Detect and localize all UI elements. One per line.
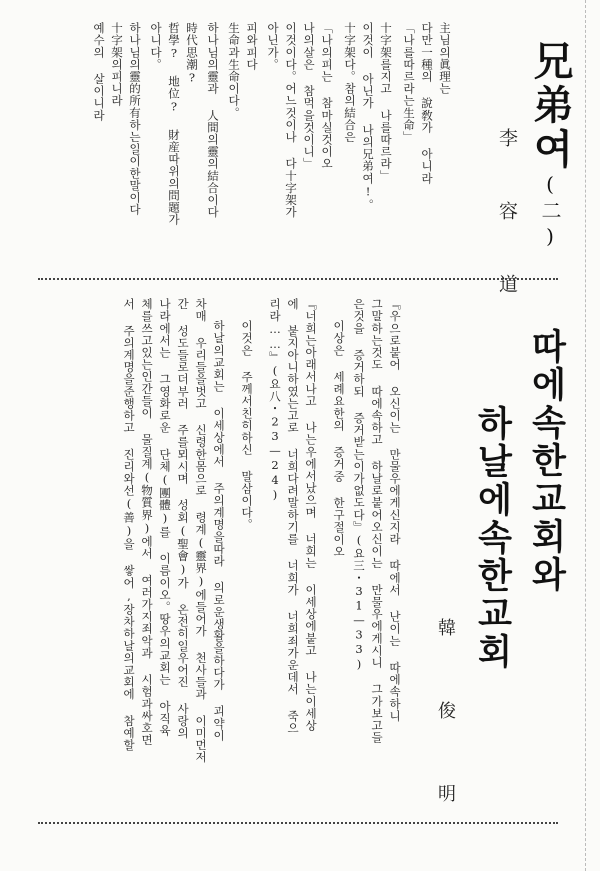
article1-line: 十字架의피니라: [110, 22, 124, 107]
article1-title-text: 兄弟여: [527, 40, 574, 172]
article1-line: 「나를따르라는生命」: [402, 22, 416, 143]
article2-line: 은것을 증거하되 증거받는이가없도다』(요三・31—33): [352, 298, 366, 672]
article2-line: 서 주의계명을준행하고 진리와선(善)을 쌓어,장차하날의교회에 참예할: [122, 298, 136, 752]
article2-line: 이것은 주께서친히하신 말삼이다。: [240, 320, 254, 531]
article1-line: 하나님의靈과 人間의靈의結合이다: [206, 22, 220, 219]
article2-title-line2: 하날에속한교회: [472, 405, 513, 671]
article1-line: 十字架를지고 나를따르라」: [379, 22, 393, 182]
article2-author: 韓 俊 明: [435, 618, 456, 824]
article1-line: 이것이다。어느것이나 다十字架가: [284, 22, 298, 219]
article2-line: 나라에서는 그영화로운 단체(團體)를 이름이오。땅우의교회는 아직육: [158, 298, 172, 737]
bottom-divider: [38, 822, 558, 824]
article1-line: 나의살은 참먹을것이니」: [302, 22, 316, 170]
article1-line: 時代思潮?: [185, 22, 199, 85]
article2-line: 리라……』(요八・23—24): [268, 298, 282, 502]
article2-line: 하날의교회는 이세상에서 주의계명을따라 의로운생활을하다가 괴약이: [212, 320, 226, 742]
article2-line: 차매 우리들을벗고 신령한몸으로 령계(靈界)에들어가 천사들과 이미먼저: [194, 298, 208, 764]
article1-part-number: (二): [538, 172, 562, 252]
article1-line: 生命과生命이다。: [227, 22, 241, 119]
page-edge-line: [585, 0, 586, 871]
article2-line: 『우으로붙어 오신이는 만물우에게신지라 따에서 난이는 따에속하니: [388, 298, 402, 722]
article1-line: 아닌가。: [266, 22, 280, 71]
article2-line: 체를쓰고있는인간들이 물질계(物質界)에서 여러가지죄악과 시험과싸호면: [140, 298, 154, 747]
article1-line: 피와피다: [245, 22, 259, 71]
article2-line: 에 붙지아니하였는고로 너희다려말하기를 너희가 너희죄가운데서 죽으: [286, 298, 300, 734]
article1-title: [527, 40, 574, 252]
article1-line: 하나님의靈的所有하는일이한말이다: [128, 22, 142, 216]
article1-line: 十字架다。참의結合은: [343, 22, 357, 143]
article2-line: 이상은 세례요한의 증거중 한구절이오: [332, 320, 346, 558]
article1-line: 다만一種의 說敎가 아니라: [420, 22, 434, 185]
section-divider: [38, 278, 558, 280]
article2-line: 『너희는아래서나고 나는우에서났으며 너희는 이세상에붙고 나는이세상: [304, 298, 318, 732]
article1-line: 이것이 아닌가 나의兄弟여!。: [361, 22, 375, 211]
article1-line: 아니다。: [149, 22, 163, 71]
article1-line: 哲學? 地位? 財産따위의問題가: [167, 22, 181, 226]
article1-line: 「나의피는 참마실것이오: [320, 22, 334, 170]
article1-line: 主님의眞理는: [438, 22, 452, 95]
article2-title-line1: 따에속한교회와: [526, 328, 567, 594]
article2-line: 그말하는것도 따에속하고 하날로붙어오신이는 만물우에게시니 그가보고들: [370, 298, 384, 744]
article1-author: 李 容 道: [496, 128, 518, 309]
article1-line: 예수의 살이니라: [92, 22, 106, 122]
article2-line: 간 성도들로더부러 주를뫼시며 성회(聖會)가 온전히일우어진 사랑의: [176, 298, 190, 739]
